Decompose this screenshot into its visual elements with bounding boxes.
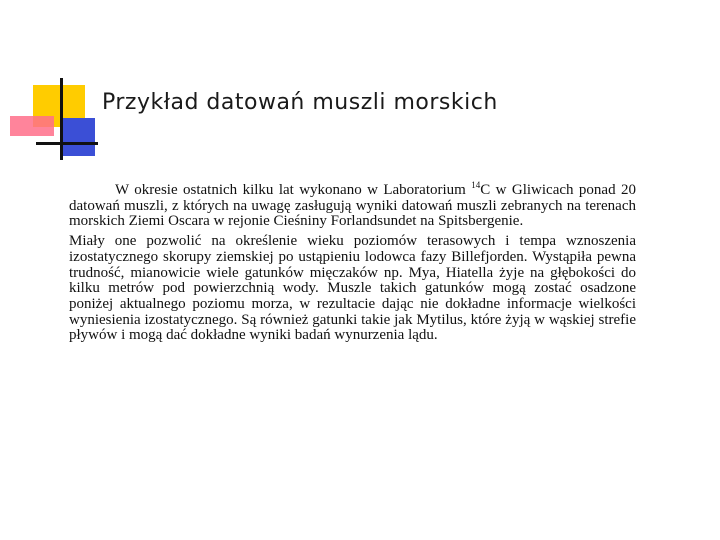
ornament-blue-square bbox=[63, 118, 95, 156]
slide-body bbox=[69, 180, 636, 348]
ornament-red-bar bbox=[10, 116, 54, 136]
paragraph-1-lead: W okresie ostatnich kilku lat wykonano w Laboratorium bbox=[115, 182, 472, 198]
paragraph-1 bbox=[69, 180, 636, 230]
paragraph-1-rest: C w Gliwicach ponad 20 datowań muszli, z których na uwagę zasługują wyniki datowań muszli zebranych na terenach morskich Ziemi Oscara w rejonie Cieśniny Forlandsundet na Spitsbergenie. bbox=[69, 182, 636, 230]
slide-title: Przykład datowań muszli morskich bbox=[102, 90, 498, 115]
ornament-horizontal-line bbox=[36, 142, 98, 145]
paragraph-2: Miały one pozwolić na określenie wieku poziomów terasowych i tempa wznoszenia izostatycznego skorupy ziemskiej po ustąpieniu lodowca fazy Billefjorden. Wystąpiła pewna trudność, mianowicie wiele gatunków mięczaków np. Mya, Hiatella żyje na głębokości do kilku metrów pod powierzchnią wody. Muszle takich gatunków mogą zostać osadzone poniżej aktualnego poziomu morza, w rezultacie dając nie dokładne informacje wielkości wyniesienia izostatycznego. Są również gatunki takie jak Mytilus, które żyją w wąskiej strefie pływów i mogą dać dokładne wyniki badań wynurzenia lądu. bbox=[69, 233, 636, 344]
isotope-superscript: 14 bbox=[471, 180, 481, 190]
title-ornament bbox=[0, 0, 130, 170]
ornament-vertical-line bbox=[60, 78, 63, 160]
